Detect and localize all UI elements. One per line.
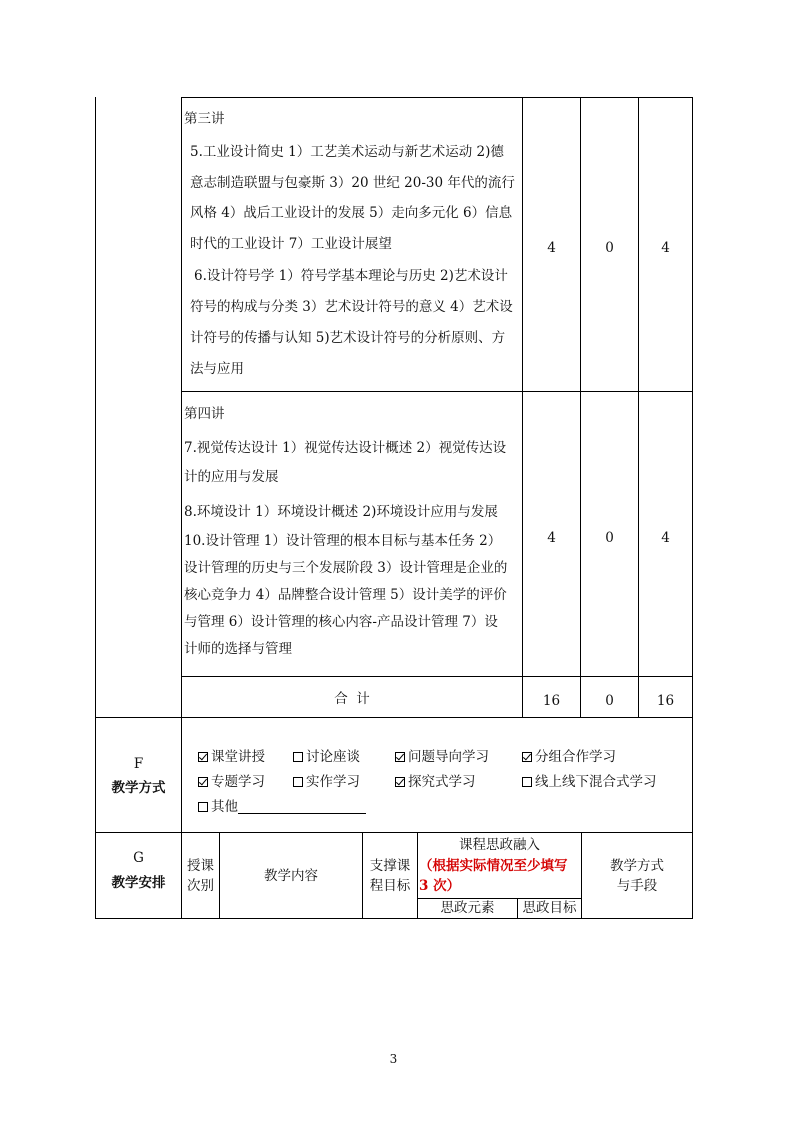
header-ideology-note: （根据实际情况至少填写: [419, 858, 568, 874]
option-label: 探究式学习: [408, 774, 476, 790]
total-hours-3: 16: [656, 693, 675, 709]
section-f-letter: F: [133, 756, 144, 772]
option-other[interactable]: [198, 797, 366, 817]
total-label: 合 计: [334, 691, 370, 707]
header-session: 授课: [187, 858, 214, 874]
lecture4-line: 设计管理的历史与三个发展阶段 3）设计管理是企业的: [184, 560, 508, 576]
option-label: 线上线下混合式学习: [535, 774, 657, 790]
lecture3-line: 时代的工业设计 7）工业设计展望: [190, 236, 392, 252]
lecture4-hours-1: 4: [547, 530, 556, 546]
lecture4-line: 计师的选择与管理: [184, 641, 292, 657]
header-ideology-note: 3 次）: [419, 878, 461, 894]
header-target: 程目标: [369, 878, 411, 894]
total-hours-2: 0: [605, 693, 614, 709]
option-group-cooperation[interactable]: [522, 747, 616, 767]
checkbox-unchecked-icon[interactable]: [198, 802, 208, 812]
checkbox-checked-icon[interactable]: [198, 777, 208, 787]
lecture3-line: 意志制造联盟与包豪斯 3）20 世纪 20-30 年代的流行: [190, 175, 515, 191]
lecture4-line: 核心竞争力 4）品牌整合设计管理 5）设计美学的评价: [184, 587, 507, 603]
lecture4-title: 第四讲: [184, 406, 225, 422]
lecture3-line: 风格 4）战后工业设计的发展 5）走向多元化 6）信息: [190, 205, 513, 221]
checkbox-checked-icon[interactable]: [198, 752, 208, 762]
lecture4-line: 与管理 6）设计管理的核心内容-产品设计管理 7）设: [184, 614, 498, 630]
header-ideology: 课程思政融入: [459, 837, 540, 853]
lecture4-line: 8.环境设计 1）环境设计概述 2)环境设计应用与发展: [184, 504, 498, 520]
option-discussion[interactable]: [293, 747, 360, 767]
lecture3-line: 法与应用: [190, 361, 244, 377]
checkbox-unchecked-icon[interactable]: [522, 777, 532, 787]
page-number: 3: [389, 1052, 398, 1066]
checkbox-checked-icon[interactable]: [395, 777, 405, 787]
lecture4-hours-3: 4: [661, 530, 670, 546]
option-practice[interactable]: [293, 772, 360, 792]
option-inquiry[interactable]: [395, 772, 476, 792]
lecture3-line: 计符号的传播与认知 5)艺术设计符号的分析原则、方: [190, 330, 506, 346]
lecture4-line: 7.视觉传达设计 1）视觉传达设计概述 2）视觉传达设: [184, 440, 507, 456]
header-method: 教学方式: [610, 858, 664, 874]
option-label: 问题导向学习: [408, 749, 489, 765]
option-blended[interactable]: [522, 772, 657, 792]
option-label: 讨论座谈: [306, 749, 360, 765]
header-content: 教学内容: [264, 868, 318, 884]
option-lecture[interactable]: [198, 747, 265, 767]
header-session: 次别: [187, 878, 214, 894]
option-problem-oriented[interactable]: [395, 747, 489, 767]
lecture4-hours-2: 0: [605, 530, 614, 546]
option-label: 其他: [211, 799, 238, 815]
checkbox-checked-icon[interactable]: [522, 752, 532, 762]
total-hours-1: 16: [542, 693, 561, 709]
option-topic-study[interactable]: [198, 772, 265, 792]
lecture3-title: 第三讲: [184, 111, 225, 127]
lecture4-line: 10.设计管理 1）设计管理的根本目标与基本任务 2）: [184, 533, 502, 549]
header-method: 与手段: [616, 878, 658, 894]
other-input-line[interactable]: [238, 799, 366, 814]
header-ideology-element: 思政元素: [440, 900, 495, 916]
section-f-title: 教学方式: [111, 780, 166, 796]
header-ideology-goal: 思政目标: [522, 900, 577, 916]
checkbox-unchecked-icon[interactable]: [293, 752, 303, 762]
section-g-letter: G: [133, 850, 144, 866]
lecture3-hours-1: 4: [547, 240, 556, 256]
option-label: 课堂讲授: [211, 749, 265, 765]
checkbox-checked-icon[interactable]: [395, 752, 405, 762]
lecture3-line: 符号的构成与分类 3）艺术设计符号的意义 4）艺术设: [190, 299, 513, 315]
option-label: 专题学习: [211, 774, 265, 790]
lecture3-line: 5.工业设计简史 1）工艺美术运动与新艺术运动 2)德: [190, 144, 504, 160]
lecture3-hours-3: 4: [661, 240, 670, 256]
lecture3-hours-2: 0: [605, 240, 614, 256]
section-g-title: 教学安排: [111, 875, 166, 891]
checkbox-unchecked-icon[interactable]: [293, 777, 303, 787]
option-label: 实作学习: [306, 774, 360, 790]
lecture3-line: 6.设计符号学 1）符号学基本理论与历史 2)艺术设计: [194, 268, 508, 284]
header-target: 支撑课: [369, 858, 411, 874]
lecture4-line: 计的应用与发展: [184, 469, 279, 485]
option-label: 分组合作学习: [535, 749, 616, 765]
